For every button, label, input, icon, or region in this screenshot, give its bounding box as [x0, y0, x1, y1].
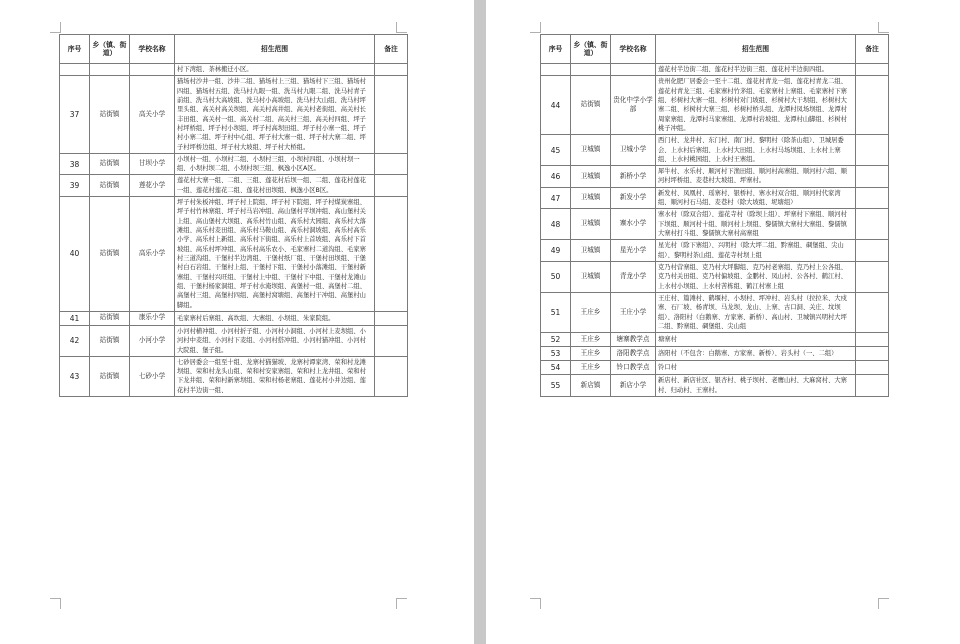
row-township: [571, 64, 611, 76]
row-enrollment-scope: 犀牛村、水乐村、顺河村下渔田组、顺河村高寨组、顺河村六组、顺河村坪桥组、麦巷村大坡组、坪寨村。: [656, 166, 856, 188]
row-school-name: [130, 64, 175, 76]
row-note: [856, 209, 889, 240]
row-number: 43: [60, 356, 90, 396]
row-enrollment-scope: 洛阳村（不包含：白鹅寨、方家寨、新桥）、岩头村（一、二组）: [656, 347, 856, 361]
row-enrollment-scope: 新发村、凤凰村、瑶寨村、银桥村、寨水村双合组、顺河村代家湾组、顺河村石马组、麦巷村（除大坡组、坭塘组）: [656, 187, 856, 209]
crop-mark: [396, 22, 407, 33]
table-row: [541, 361, 889, 375]
row-school-name: 洛阳教学点: [611, 347, 656, 361]
row-number: 41: [60, 311, 90, 325]
left-page: [0, 0, 474, 644]
row-note: [856, 240, 889, 262]
table-row: [541, 76, 889, 135]
row-enrollment-scope: 克乃村营寨组、克乃村大坪脚组、克乃村老寨组、克乃村上公各组、克乃村关田组、克乃村偏坡组、金鹏村、凤山村、公各村、鹤江村、上水村小坝组、上水村苦栋组、鹤江村寨上组: [656, 261, 856, 292]
row-township: 站街镇: [90, 153, 130, 175]
row-township: 站街镇: [90, 311, 130, 325]
row-township: [90, 64, 130, 76]
header-seq: 序号: [60, 35, 90, 64]
row-school-name: 卫城小学: [611, 135, 656, 166]
row-enrollment-scope: 贵州化肥厂居委会一至十二组、莲花村青龙一组、莲花村青龙二组、莲花村青龙三组、毛家寨村竹茅组、毛家寨村上寨组、毛家寨村下寨组、杉树村大寨一组、杉树村对门坡组、杉树村大干坝组、杉树村大寨二组、杉树村大寨三组、杉树村桥头组、龙潭村凤场坝组、龙潭村周家寨组、龙潭村马家寨组、龙潭村岩坡组、龙潭村山脚组、杉树村桃子冲组。: [656, 76, 856, 135]
row-note: [856, 187, 889, 209]
row-number: 47: [541, 187, 571, 209]
row-township: 站街镇: [90, 175, 130, 197]
table-row: [60, 311, 408, 325]
row-township: 王庄乡: [571, 347, 611, 361]
row-township: 卫城镇: [571, 209, 611, 240]
header-school: 学校名称: [130, 35, 175, 64]
row-school-name: 小河小学: [130, 325, 175, 356]
row-township: 站街镇: [90, 325, 130, 356]
row-note: [375, 153, 408, 175]
table-row: [60, 325, 408, 356]
row-school-name: 铃口教学点: [611, 361, 656, 375]
row-number: [60, 64, 90, 76]
row-number: 48: [541, 209, 571, 240]
row-enrollment-scope: 莲花村大寨一组、二组、三组、莲花村后坝一组、二组、莲花村莲花一组、莲花村莲花二组、莲花村田坝组、枫逸小区B区。: [175, 175, 375, 197]
row-enrollment-scope: 新店村、新店社区、银杏村、桃子坝村、老鹰山村、大麻窝村、大寨村、归动村、王寨村。: [656, 375, 856, 397]
row-note: [856, 347, 889, 361]
table-row: [541, 64, 889, 76]
table-row: [541, 135, 889, 166]
row-school-name: 高关小学: [130, 76, 175, 154]
row-enrollment-scope: 寨水村（除双合组）、莲花寺村（除坝上组）、坪寨村下寨组、顺河村下坝组、顺河村十组、顺河村上坝组、黎儒镇大寨村大寨组、黎儒镇大寨村打斗组、黎儒镇大寨村高寨组: [656, 209, 856, 240]
row-school-name: 甘坝小学: [130, 153, 175, 175]
row-note: [856, 261, 889, 292]
table-row: [541, 347, 889, 361]
enrollment-table-left: [59, 34, 408, 397]
table-row: [541, 261, 889, 292]
row-township: 站街镇: [90, 197, 130, 312]
row-township: 王庄乡: [571, 333, 611, 347]
row-note: [856, 76, 889, 135]
row-enrollment-scope: 村下湾组、茶林搬迁小区。: [175, 64, 375, 76]
row-number: 55: [541, 375, 571, 397]
row-note: [375, 356, 408, 396]
row-note: [375, 311, 408, 325]
table-row: [541, 187, 889, 209]
row-township: 站街镇: [90, 356, 130, 396]
table-row: [541, 375, 889, 397]
table-row: [541, 333, 889, 347]
row-school-name: 康乐小学: [130, 311, 175, 325]
crop-mark: [396, 598, 407, 609]
row-number: 51: [541, 292, 571, 332]
crop-mark: [50, 22, 61, 33]
header-township: 乡（镇、街道）: [571, 35, 611, 64]
row-township: 王庄乡: [571, 361, 611, 375]
table-header-row: [60, 35, 408, 64]
row-township: 卫城镇: [571, 135, 611, 166]
row-number: 44: [541, 76, 571, 135]
row-note: [375, 175, 408, 197]
row-school-name: 塘寨教学点: [611, 333, 656, 347]
row-school-name: 新店小学: [611, 375, 656, 397]
row-enrollment-scope: 王庄村、篇滩村、鹤堰村、小坝村、坪冲村、岩头村（拉拉米、大戍寨、石厂坡、杨青坝、马龙坝、龙山、上寨、古口洞、关庄、坟坝组）、洛阳村（白鹅寨、方家寨、新桥）、高山村、卫城镇兴明村大坪二组、黔寨组、碉堡组、尖山组: [656, 292, 856, 332]
row-enrollment-scope: 猫场村沙井一组、沙井二组、猫场村上三组、猫场村下三组、猫场村四组、猫场村五组、洗马村九眼一组、洗马村九眼二组、洗马村青子前组、洗马村大高坡组、洗马村小高坡组、洗马村大山组、洗马村坪里头组、高关村高关坝组、高关村高井组、高关村老街组、高关村长丰田组、高关村一组、高关村二组、高关村三组、高关村四组、坪子村坪桥组、坪子村小坝组、坪子村高坝田组、坪子村小寨一组、坪子村小寨二组、坪子村中心组、坪子村大寨一组、坪子村大寨二组、坪子村坪桥边组、坪子村大坡组、坪子村大桥组。: [175, 76, 375, 154]
row-note: [375, 197, 408, 312]
row-number: 46: [541, 166, 571, 188]
row-school-name: 新发小学: [611, 187, 656, 209]
row-school-name: 高乐小学: [130, 197, 175, 312]
row-number: 40: [60, 197, 90, 312]
row-township: 站街镇: [571, 76, 611, 135]
row-number: 39: [60, 175, 90, 197]
row-enrollment-scope: 西门村、龙井村、东门村、南门村、黎明村（除茶山组）、卫城居委会、上水村后寨组、上水村大田组、上水村马场坝组、上水村上寨组、上水村桃园组、上水村王寨组。: [656, 135, 856, 166]
row-school-name: 七砂小学: [130, 356, 175, 396]
enrollment-table-right: [540, 34, 889, 397]
row-number: 50: [541, 261, 571, 292]
row-school-name: 青龙小学: [611, 261, 656, 292]
row-enrollment-scope: 七砂居委会一组至十组、龙寨村猫猫坡、龙寨村谭家湾、荣和村龙滩坝组、荣和村龙头山组、荣和村安家寨组、荣和村上龙井组、荣和村下龙井组、荣和村新寨坝组、荣和村杨老寨组、莲花村小井边组、莲花村半边街一组、: [175, 356, 375, 396]
table-row: [60, 64, 408, 76]
row-number: [541, 64, 571, 76]
row-school-name: 星光小学: [611, 240, 656, 262]
table-row: [541, 240, 889, 262]
crop-mark: [878, 598, 889, 609]
crop-mark: [50, 598, 61, 609]
row-school-name: 寨水小学: [611, 209, 656, 240]
right-page: [486, 0, 960, 644]
header-school: 学校名称: [611, 35, 656, 64]
row-enrollment-scope: 毛家寨村后寨组、高坎组、大寨组、小坝组、朱家院组。: [175, 311, 375, 325]
crop-mark: [530, 22, 541, 33]
row-township: 卫城镇: [571, 187, 611, 209]
header-note: 备注: [856, 35, 889, 64]
row-note: [375, 76, 408, 154]
header-scope: 招生范围: [175, 35, 375, 64]
header-note: 备注: [375, 35, 408, 64]
row-enrollment-scope: 星光村（除下寨组）、兴明村（除大坪二组、黔寨组、碉堡组、尖山组）、黎明村茶山组、莲花寺村坝上组: [656, 240, 856, 262]
row-school-name: 王庄小学: [611, 292, 656, 332]
row-school-name: 贵化中学小学部: [611, 76, 656, 135]
row-enrollment-scope: 小河村横冲组、小河村折子组、小河村小洞组、小河村上麦坝组、小河村中麦组、小河村下麦组、小河村搭冲组、小河村猫冲组、小河村大院组、堡子组。: [175, 325, 375, 356]
table-row: [60, 76, 408, 154]
row-enrollment-scope: 坪子村朱板冲组、坪子村上院组、坪子村下院组、坪子村煤炭寨组、坪子村竹林寨组、坪子村马岩冲组、高山堡村平坝冲组、高山堡村关上组、高山堡村大坝组、高乐村竹山组、高乐村大园组、高乐村大落滩组、高乐村麦田组、高乐村马鞍山组、高乐村洞坡组、高乐村高乐小学、高乐村上新组、高乐村下街组、高乐村上首坡组、高乐村下首坡组、高乐村坪冲组、高乐村高乐农小、毛家寨村二道沟组、毛家寨村三道沟组、干堡村半边湾组、干堡村纸厂组、干堡村田坝组、干堡村白石岩组、干堡村上组、干堡村下组、干堡村小落滩组、干堡村新寨组、干堡村兴旺组、干堡村上中组、干堡村下中组、干堡村龙滩山组、干堡村杨家洞组、坪子村水淹坝组、高堡村一组、高堡村二组、高堡村三组、高堡村四组、高堡村窝塘组、高堡村干冲组、高堡村山脚组。: [175, 197, 375, 312]
crop-mark: [878, 22, 889, 33]
crop-mark: [530, 598, 541, 609]
row-number: 37: [60, 76, 90, 154]
row-number: 45: [541, 135, 571, 166]
table-row: [60, 153, 408, 175]
row-school-name: 新桥小学: [611, 166, 656, 188]
row-township: 站街镇: [90, 76, 130, 154]
row-enrollment-scope: 莲花村半边街二组、莲花村半边街三组、莲花村半边街四组。: [656, 64, 856, 76]
row-number: 49: [541, 240, 571, 262]
row-township: 王庄乡: [571, 292, 611, 332]
row-township: 卫城镇: [571, 166, 611, 188]
row-school-name: 莲花小学: [130, 175, 175, 197]
row-school-name: [611, 64, 656, 76]
row-note: [856, 333, 889, 347]
row-enrollment-scope: 铃口村: [656, 361, 856, 375]
row-note: [856, 166, 889, 188]
header-scope: 招生范围: [656, 35, 856, 64]
row-township: 卫城镇: [571, 261, 611, 292]
row-number: 54: [541, 361, 571, 375]
row-enrollment-scope: 塘寨村: [656, 333, 856, 347]
table-row: [60, 356, 408, 396]
table-header-row: [541, 35, 889, 64]
row-township: 卫城镇: [571, 240, 611, 262]
row-number: 38: [60, 153, 90, 175]
header-township: 乡（镇、街道）: [90, 35, 130, 64]
table-row: [541, 209, 889, 240]
page-gutter: [474, 0, 486, 644]
row-note: [856, 361, 889, 375]
row-number: 42: [60, 325, 90, 356]
table-row: [60, 175, 408, 197]
row-number: 53: [541, 347, 571, 361]
row-note: [375, 325, 408, 356]
row-note: [856, 64, 889, 76]
row-enrollment-scope: 小坝村一组、小坝村二组、小坝村三组、小坝村四组、小坝村坝一组、小坝村坝二组、小坝村坝三组、枫逸小区A区。: [175, 153, 375, 175]
row-note: [856, 135, 889, 166]
row-note: [375, 64, 408, 76]
table-row: [541, 292, 889, 332]
table-row: [60, 197, 408, 312]
header-seq: 序号: [541, 35, 571, 64]
row-note: [856, 375, 889, 397]
table-row: [541, 166, 889, 188]
row-township: 新店镇: [571, 375, 611, 397]
row-number: 52: [541, 333, 571, 347]
row-note: [856, 292, 889, 332]
